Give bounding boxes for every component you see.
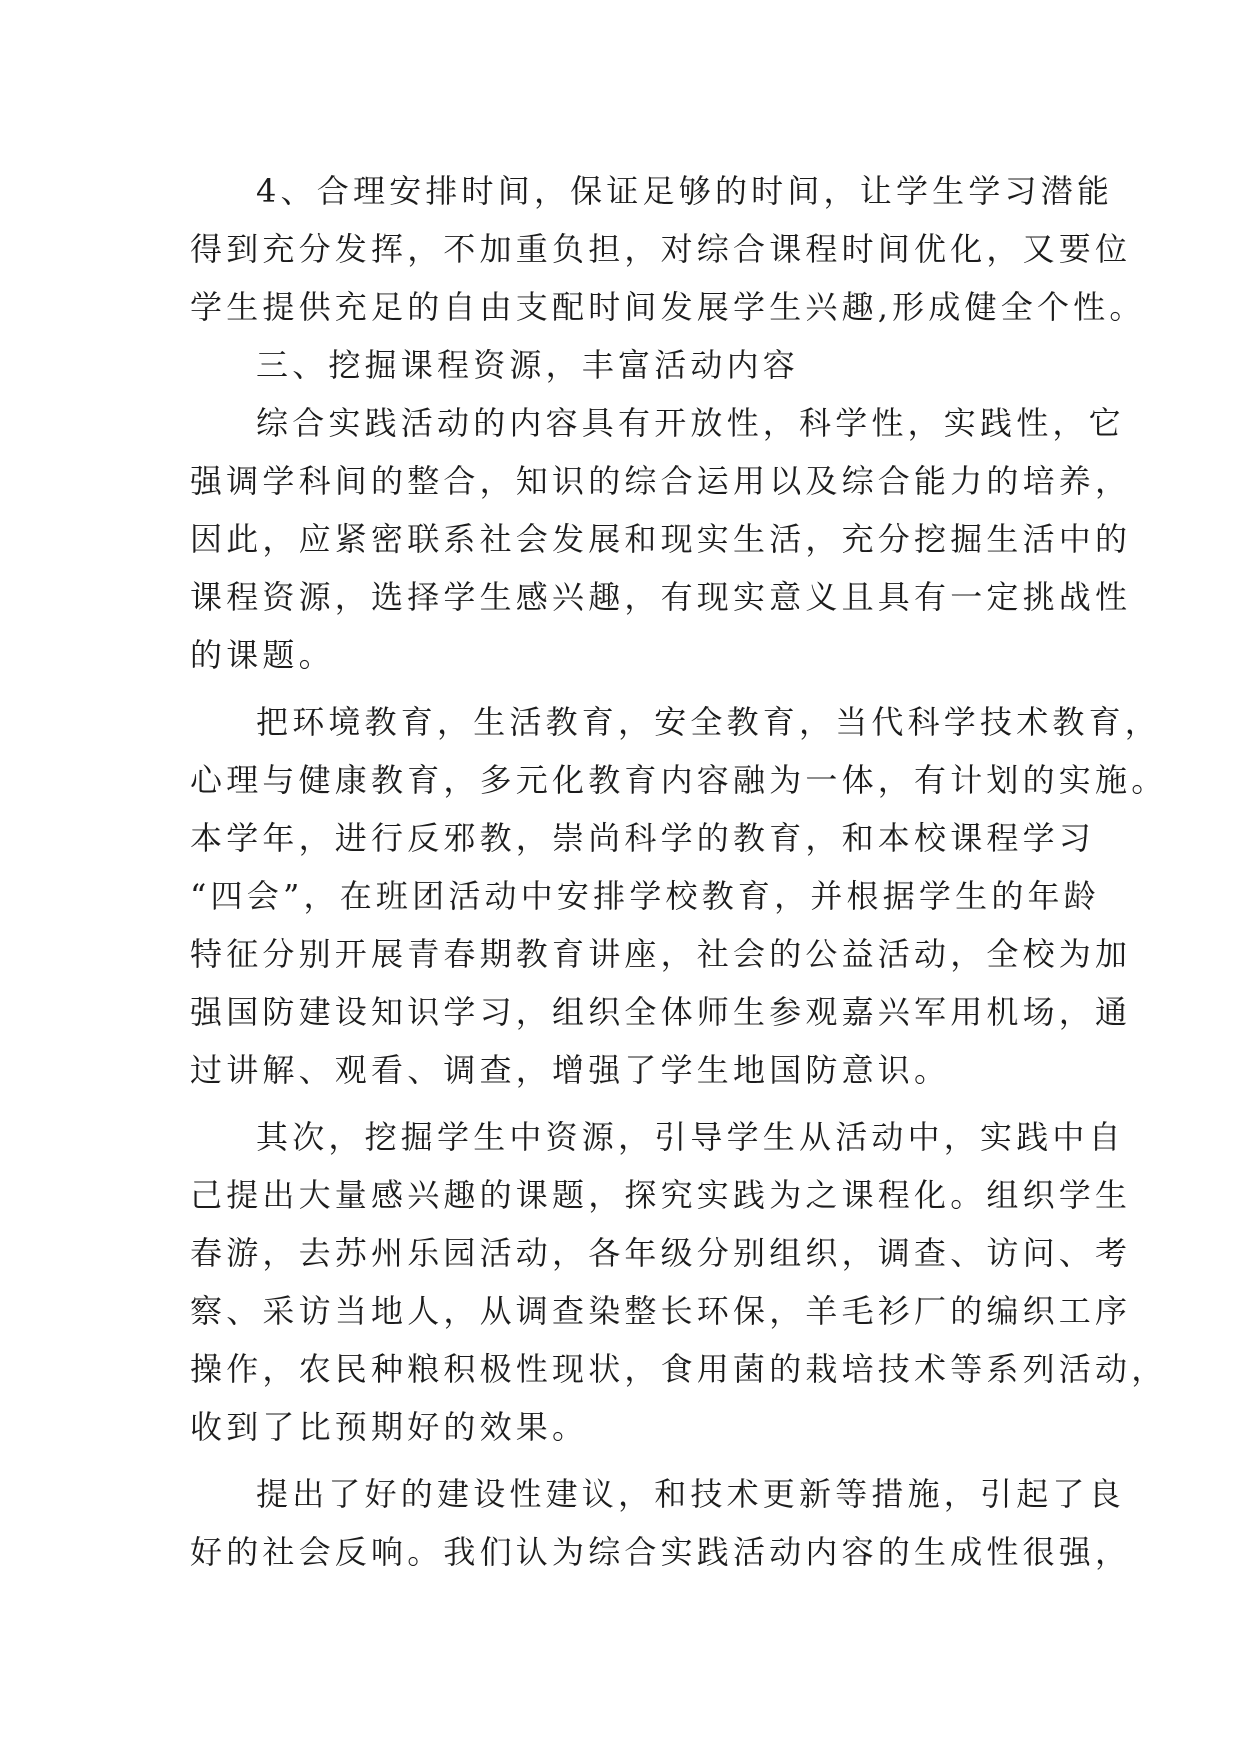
paragraph-line: 收到了比预期好的效果。 [190,1408,589,1446]
paragraph-line: 提出了好的建设性建议，和技术更新等措施，引起了良 [256,1475,1125,1513]
paragraph-line: 过讲解、观看、调查，增强了学生地国防意识。 [190,1051,951,1089]
paragraph [190,693,1168,1099]
paragraph [190,162,1146,336]
paragraph-line: 特征分别开展青春期教育讲座，社会的公益活动，全校为加 [190,935,1132,973]
paragraph-line: 强调学科间的整合，知识的综合运用以及综合能力的培养， [190,462,1132,500]
heading-line: 三、挖掘课程资源，丰富活动内容 [256,346,800,384]
paragraph-line: 因此，应紧密联系社会发展和现实生活，充分挖掘生活中的 [190,520,1132,558]
paragraph [190,1465,1132,1581]
paragraph [190,1108,1168,1456]
paragraph-line: 春游，去苏州乐园活动，各年级分别组织，调查、访问、考 [190,1234,1132,1272]
section-heading [190,336,1080,394]
paragraph-line: 察、采访当地人，从调查染整长环保，羊毛衫厂的编织工序 [190,1292,1132,1330]
paragraph-line: 好的社会反响。我们认为综合实践活动内容的生成性很强， [190,1533,1132,1571]
paragraph-line: 综合实践活动的内容具有开放性，科学性，实践性，它 [256,404,1125,442]
paragraph-line: 学生提供充足的自由支配时间发展学生兴趣,形成健全个性。 [190,288,1146,326]
paragraph-line: 强国防建设知识学习，组织全体师生参观嘉兴军用机场，通 [190,993,1132,1031]
paragraph-line: 4、合理安排时间，保证足够的时间，让学生学习潜能 [256,172,1114,210]
paragraph-line: 其次，挖掘学生中资源，引导学生从活动中，实践中自 [256,1118,1125,1156]
document-body [190,162,1168,1581]
paragraph-line: 心理与健康教育，多元化教育内容融为一体，有计划的实施。 [190,761,1168,799]
paragraph-line: 得到充分发挥，不加重负担，对综合课程时间优化，又要位 [190,230,1132,268]
paragraph-line: 操作，农民种粮积极性现状，食用菌的栽培技术等系列活动， [190,1350,1168,1388]
paragraph-line: 的课题。 [190,636,335,674]
paragraph-line: “四会”，在班团活动中安排学校教育，并根据学生的年龄 [190,877,1100,915]
paragraph [190,394,1132,684]
paragraph-line: 把环境教育，生活教育，安全教育，当代科学技术教育， [256,703,1162,741]
paragraph-line: 课程资源，选择学生感兴趣，有现实意义且具有一定挑战性 [190,578,1132,616]
paragraph-line: 己提出大量感兴趣的课题，探究实践为之课程化。组织学生 [190,1176,1132,1214]
paragraph-line: 本学年，进行反邪教，崇尚科学的教育，和本校课程学习 [190,819,1096,857]
